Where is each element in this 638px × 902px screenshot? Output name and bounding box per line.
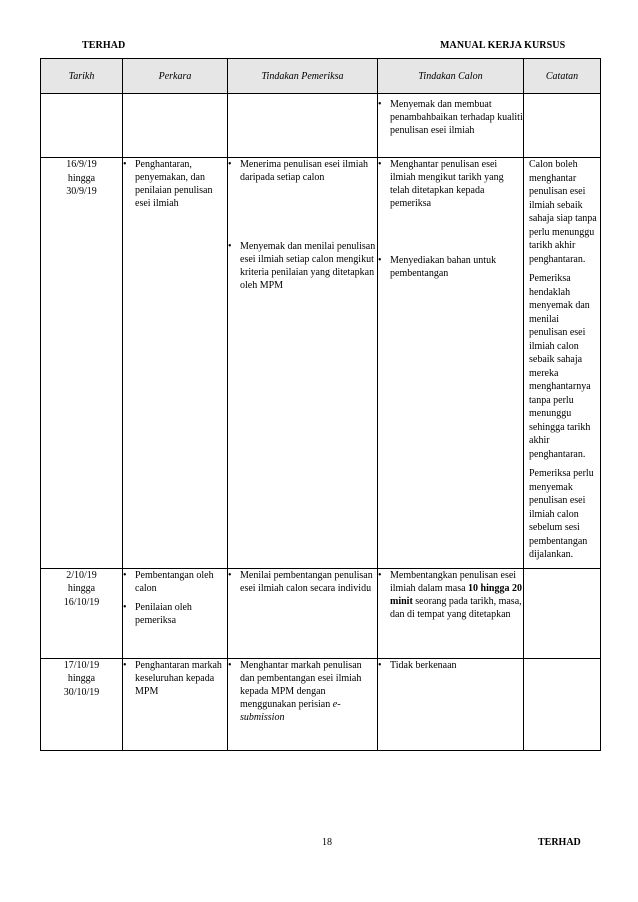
- list-item: • Pembentangan oleh calon: [123, 569, 227, 595]
- cell-pemeriksa: [228, 568, 378, 658]
- list-item: • Penilaian oleh pemeriksa: [123, 601, 227, 627]
- list-item: • Menilai pembentangan penulisan esei ilmiah calon secara individu: [228, 569, 377, 595]
- table-row: [41, 158, 601, 569]
- cell-pemeriksa: [228, 94, 378, 158]
- header-left: TERHAD: [82, 40, 126, 51]
- list-item: • Menyemak dan membuat penambahbaikan terhadap kualiti penulisan esei ilmiah: [378, 98, 523, 137]
- list-item: • Menerima penulisan esei ilmiah daripada setiap calon: [228, 158, 377, 184]
- table-row: [41, 568, 601, 658]
- col-tindakan-calon: Tindakan Calon: [378, 59, 524, 94]
- note-paragraph: Calon boleh menghantar penulisan esei ilmiah sebaik sahaja siap tanpa perlu menunggu tarikh akhir penghantaran.: [529, 159, 597, 265]
- list-item: • Menyediakan bahan untuk pembentangan: [378, 254, 523, 280]
- col-perkara: Perkara: [123, 59, 228, 94]
- cell-catatan: [524, 568, 601, 658]
- note-paragraph: Pemeriksa hendaklah menyemak dan menilai penulisan esei ilmiah calon sebaik sahaja mereka menghantarnya tanpa perlu menunggu sehingga tarikh akhir penghantaran.: [529, 273, 591, 460]
- cell-date: 17/10/19 hingga 30/10/19: [41, 658, 123, 750]
- footer-classification: TERHAD: [538, 837, 581, 848]
- table-row: [41, 658, 601, 750]
- cell-perkara: [123, 158, 228, 569]
- cell-catatan: [524, 94, 601, 158]
- list-item: • Menyemak dan menilai penulisan esei ilmiah setiap calon mengikut kriteria penilaian yang ditetapkan oleh MPM: [228, 240, 377, 292]
- list-item: • Penghantaran markah keseluruhan kepada MPM: [123, 659, 227, 698]
- cell-date: 2/10/19 hingga 16/10/19: [41, 568, 123, 658]
- cell-calon: [378, 568, 524, 658]
- col-catatan: Catatan: [524, 59, 601, 94]
- table-header-row: [41, 59, 601, 94]
- schedule-table: [40, 58, 601, 751]
- list-item: • Penghantaran, penyemakan, dan penilaian penulisan esei ilmiah: [123, 158, 227, 210]
- header-right: MANUAL KERJA KURSUS: [440, 40, 566, 51]
- cell-pemeriksa: [228, 658, 378, 750]
- cell-date: 16/9/19 hingga 30/9/19: [41, 158, 123, 569]
- cell-calon: [378, 658, 524, 750]
- list-item: • Membentangkan penulisan esei ilmiah dalam masa 10 hingga 20 minit seorang pada tarikh, masa, dan di tempat yang ditetapkan: [378, 569, 523, 621]
- cell-pemeriksa: [228, 158, 378, 569]
- cell-perkara: [123, 94, 228, 158]
- cell-calon: [378, 158, 524, 569]
- cell-perkara: [123, 568, 228, 658]
- table-row: [41, 94, 601, 158]
- cell-catatan: [524, 158, 601, 569]
- list-item: • Menghantar penulisan esei ilmiah mengikut tarikh yang telah ditetapkan kepada pemeriksa: [378, 158, 523, 210]
- note-paragraph: Pemeriksa perlu menyemak penulisan esei ilmiah calon sebelum sesi pembentangan dijalankan.: [529, 468, 594, 560]
- cell-date: [41, 94, 123, 158]
- cell-perkara: [123, 658, 228, 750]
- list-item: • Menghantar markah penulisan dan pembentangan esei ilmiah kepada MPM dengan menggunakan perisian e-submission: [228, 659, 377, 724]
- cell-catatan: [524, 658, 601, 750]
- col-tindakan-pemeriksa: Tindakan Pemeriksa: [228, 59, 378, 94]
- page-number: 18: [322, 837, 332, 848]
- cell-calon: [378, 94, 524, 158]
- list-item: • Tidak berkenaan: [378, 659, 523, 672]
- col-tarikh: Tarikh: [41, 59, 123, 94]
